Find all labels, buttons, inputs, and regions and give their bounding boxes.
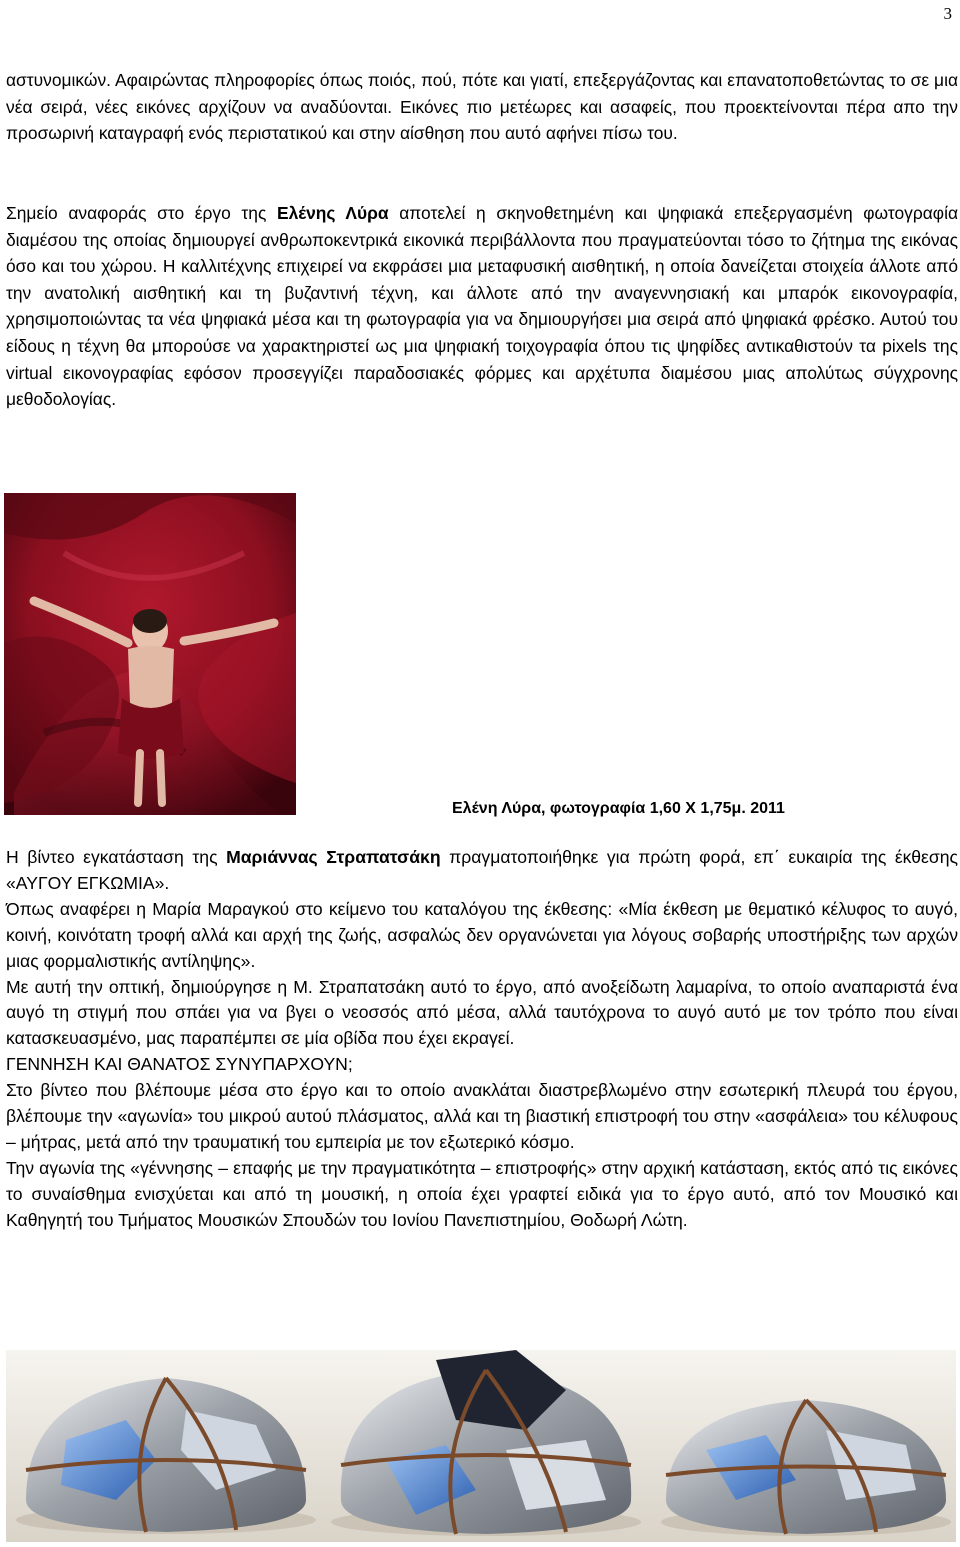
lyra-photograph xyxy=(4,493,296,815)
artist-name-lyra: Ελένης Λύρα xyxy=(276,203,389,223)
text-block-lyra xyxy=(6,200,958,413)
paragraph-video: Στο βίντεο που βλέπουμε μέσα στο έργο και το οποίο ανακλάται διαστρεβλωμένο στην εσωτερική πλευρά του έργου, βλέπουμε την «αγωνία» του μικρού αυτού πλάσματος, αλλά και τη βιαστική επιστροφή του στην «ασφάλεια» του κέλυφους – μήτρας, μετά από την τραυματική του εμπειρία με τον εξωτερικό κόσμο. xyxy=(6,1080,958,1152)
paragraph-music: Την αγωνία της «γέννησης – επαφής με την πραγματικότητα – επιστροφής» στην αρχική κατάσταση, εκτός από τις εικόνες το συναίσθημα ενισχύεται και από τη μουσική, η οποία έχει γραφτεί ειδικά για το έργο αυτό, από τον Μουσικό και Καθηγητή του Τμήματος Μουσικών Σπουδών του Ιονίου Πανεπιστημίου, Θοδωρή Λώτη. xyxy=(6,1157,958,1230)
paragraph-continuation: αστυνομικών. Αφαιρώντας πληροφορίες όπως ποιός, πού, πότε και γιατί, επεξεργάζοντας και επανατοποθετώντας το σε μια νέα σειρά, νέες εικόνες αρχίζουν να αναδύονται. Εικόνες πιο μετέωρες και ασαφείς, που προεκτείνονται πέρα απο την προσωρινή καταγραφή ενός περιστατικού και στην αίσθηση που αυτό αφήνει πίσω του. xyxy=(6,70,958,144)
paragraph-maragkou-quote: Όπως αναφέρει η Μαρία Μαραγκού στο κείμενο του καταλόγου της έκθεσης: «Μία έκθεση με θεματικό κέλυφος το αυγό, κοινή, κοινότατη τροφή αλλά και αρχή της ζωής, ασφαλώς δεν οργανώνεται για λόγους σοβαρής υποστήριξης των αρχών μιας φορμαλιστικής αντίληψης». xyxy=(6,898,958,971)
photo-caption: Ελένη Λύρα, φωτογραφία 1,60 Χ 1,75μ. 2011 xyxy=(452,800,785,817)
paragraph-strapatsaki-start: Η βίντεο εγκατάσταση της xyxy=(6,847,227,867)
paragraph-strapatsaki xyxy=(6,845,958,897)
paragraph-lyra xyxy=(6,200,958,413)
paragraph-artwork-description: Με αυτή την οπτική, δημιούργησε η Μ. Στραπατσάκη αυτό το έργο, από ανοξείδωτη λαμαρίνα, το οποίο αναπαριστά ένα αυγό τη στιγμή που σπάει για να βγει ο νεοσσός από μέσα, αλλά ταυτόχρονα το αυγό αυτό με τον τρόπο που είναι κατασκευασμένο, μας παραπέμπει σε μία οβίδα που έχει εκραγεί. xyxy=(6,976,958,1049)
paragraph-question: ΓΕΝΝΗΣΗ ΚΑΙ ΘΑΝΑΤΟΣ ΣΥΝΥΠΑΡΧΟΥΝ; xyxy=(6,1054,353,1075)
text-block-strapatsaki xyxy=(6,845,958,1234)
paragraph-strapatsaki-rest: πραγματοποιήθηκε για πρώτη φορά, επ΄ ευκαιρία της έκθεσης «ΑΥΓΟΥ ΕΓΚΩΜΙΑ». xyxy=(6,847,958,893)
paragraph-lyra-rest: αποτελεί η σκηνοθετημένη και ψηφιακά επεξεργασμένη φωτογραφία διαμέσου της οποίας δημιουργεί ανθρωποκεντρικά εικονικά περιβάλλοντα που πραγματεύονται τόσο το ζήτημα της εικόνας όσο και του χώρου. Η καλλιτέχνης επιχειρεί να εκφράσει μια μεταφυσική αισθητική, η οποία δανείζεται στοιχεία άλλοτε από την ανατολική αισθητική και τη βυζαντινή τέχνη, και άλλοτε από την αναγεννησιακή και μπαρόκ εικονογραφία, χρησιμοποιώντας τα νέα ψηφιακά μέσα και τη φωτογραφία για να δημιουργήσει μια σειρά από ψηφιακά φρέσκο. Αυτού του είδους η τέχνη θα μπορούσε να χαρακτηριστεί ως μια ψηφιακή τοιχογραφία όπου τις ψηφίδες αντικαθιστούν τα pixels της virtual εικονογραφίας εφόσον προσεγγίζει παραδοσιακές φόρμες και αρχέτυπα διαμέσου μιας απολύτως σύγχρονης μεθοδολογίας. xyxy=(6,203,959,410)
page-number: 3 xyxy=(943,4,952,23)
egg-installation-illustration xyxy=(6,1350,956,1542)
lyra-photograph-illustration xyxy=(4,493,296,815)
egg-installation-photos xyxy=(6,1350,956,1542)
paragraph-lyra-start: Σημείο αναφοράς στο έργο της xyxy=(6,203,277,223)
text-block-intro xyxy=(6,67,958,147)
artist-name-strapatsaki: Μαριάννας Στραπατσάκη xyxy=(226,847,441,867)
